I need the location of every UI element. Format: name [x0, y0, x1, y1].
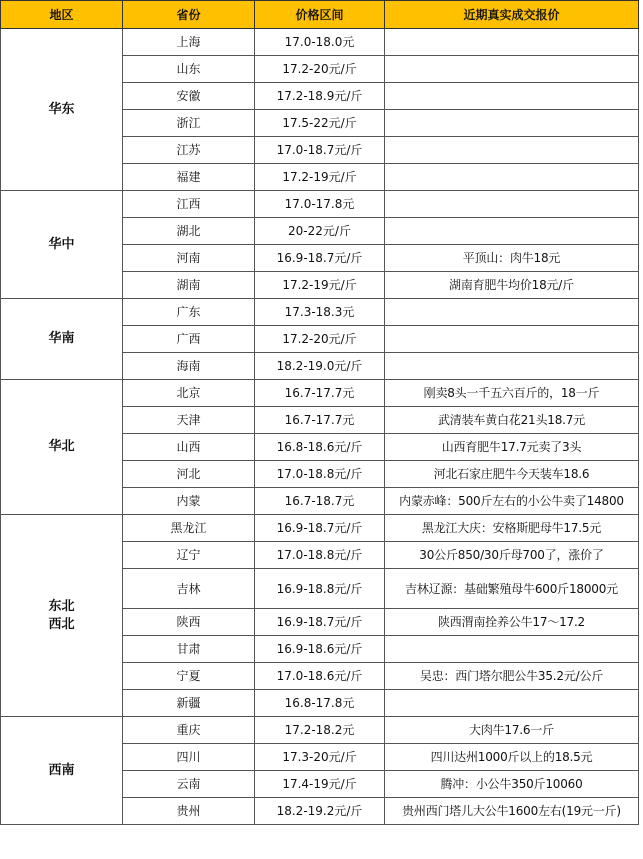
price-range-cell: 17.2-18.9元/斤 — [255, 83, 385, 110]
recent-quote-cell: 湖南育肥牛均价18元/斤 — [385, 272, 639, 299]
price-range-cell: 16.7-17.7元 — [255, 380, 385, 407]
region-cell: 西南 — [1, 717, 123, 825]
price-range-cell: 17.2-18.2元 — [255, 717, 385, 744]
recent-quote-cell — [385, 164, 639, 191]
recent-quote-cell: 四川达州1000斤以上的18.5元 — [385, 744, 639, 771]
recent-quote-cell: 陕西渭南拴养公牛17～17.2 — [385, 609, 639, 636]
price-range-cell: 16.7-17.7元 — [255, 407, 385, 434]
recent-quote-cell — [385, 83, 639, 110]
price-range-cell: 17.0-18.6元/斤 — [255, 663, 385, 690]
recent-quote-cell: 大肉牛17.6一斤 — [385, 717, 639, 744]
recent-quote-cell — [385, 29, 639, 56]
price-range-cell: 17.0-18.7元/斤 — [255, 137, 385, 164]
price-range-cell: 16.7-18.7元 — [255, 488, 385, 515]
province-cell: 黑龙江 — [123, 515, 255, 542]
province-cell: 陕西 — [123, 609, 255, 636]
price-range-cell: 16.9-18.6元/斤 — [255, 636, 385, 663]
price-range-cell: 16.9-18.8元/斤 — [255, 569, 385, 609]
province-cell: 云南 — [123, 771, 255, 798]
province-cell: 浙江 — [123, 110, 255, 137]
table-row — [1, 29, 639, 56]
price-range-cell: 16.8-17.8元 — [255, 690, 385, 717]
price-range-cell: 17.0-17.8元 — [255, 191, 385, 218]
price-range-cell: 17.3-18.3元 — [255, 299, 385, 326]
price-range-cell: 17.2-19元/斤 — [255, 164, 385, 191]
recent-quote-cell — [385, 191, 639, 218]
region-cell: 华南 — [1, 299, 123, 380]
province-cell: 广东 — [123, 299, 255, 326]
recent-quote-cell — [385, 110, 639, 137]
table-row — [1, 717, 639, 744]
province-cell: 广西 — [123, 326, 255, 353]
recent-quote-cell: 武清装车黄白花21头18.7元 — [385, 407, 639, 434]
province-cell: 北京 — [123, 380, 255, 407]
price-range-cell: 17.5-22元/斤 — [255, 110, 385, 137]
table-header-row — [1, 1, 639, 29]
recent-quote-cell: 30公斤850/30斤母700了，涨价了 — [385, 542, 639, 569]
price-range-cell: 17.2-20元/斤 — [255, 326, 385, 353]
recent-quote-cell — [385, 326, 639, 353]
province-cell: 江西 — [123, 191, 255, 218]
province-cell: 海南 — [123, 353, 255, 380]
table-row — [1, 191, 639, 218]
header-region: 地区 — [1, 1, 123, 29]
region-cell: 东北 西北 — [1, 515, 123, 717]
province-cell: 安徽 — [123, 83, 255, 110]
region-cell: 华东 — [1, 29, 123, 191]
recent-quote-cell: 平顶山：肉牛18元 — [385, 245, 639, 272]
recent-quote-cell — [385, 137, 639, 164]
table-row — [1, 380, 639, 407]
recent-quote-cell: 内蒙赤峰：500斤左右的小公牛卖了14800 — [385, 488, 639, 515]
recent-quote-cell — [385, 218, 639, 245]
region-cell: 华中 — [1, 191, 123, 299]
province-cell: 湖南 — [123, 272, 255, 299]
province-cell: 贵州 — [123, 798, 255, 825]
price-range-cell: 16.9-18.7元/斤 — [255, 515, 385, 542]
recent-quote-cell — [385, 299, 639, 326]
recent-quote-cell: 吴忠：西门塔尔肥公牛35.2元/公斤 — [385, 663, 639, 690]
province-cell: 重庆 — [123, 717, 255, 744]
price-range-cell: 17.3-20元/斤 — [255, 744, 385, 771]
province-cell: 湖北 — [123, 218, 255, 245]
province-cell: 山东 — [123, 56, 255, 83]
region-cell: 华北 — [1, 380, 123, 515]
province-cell: 新疆 — [123, 690, 255, 717]
recent-quote-cell — [385, 56, 639, 83]
recent-quote-cell: 腾冲：小公牛350斤10060 — [385, 771, 639, 798]
province-cell: 天津 — [123, 407, 255, 434]
recent-quote-cell: 黑龙江大庆：安格斯肥母牛17.5元 — [385, 515, 639, 542]
price-range-cell: 17.0-18.8元/斤 — [255, 542, 385, 569]
province-cell: 四川 — [123, 744, 255, 771]
price-range-cell: 16.9-18.7元/斤 — [255, 245, 385, 272]
province-cell: 福建 — [123, 164, 255, 191]
price-range-cell: 18.2-19.0元/斤 — [255, 353, 385, 380]
province-cell: 吉林 — [123, 569, 255, 609]
recent-quote-cell: 吉林辽源：基础繁殖母牛600斤18000元 — [385, 569, 639, 609]
header-price-range: 价格区间 — [255, 1, 385, 29]
province-cell: 甘肃 — [123, 636, 255, 663]
province-cell: 江苏 — [123, 137, 255, 164]
recent-quote-cell — [385, 636, 639, 663]
price-range-cell: 17.2-19元/斤 — [255, 272, 385, 299]
recent-quote-cell — [385, 690, 639, 717]
header-recent-quotes: 近期真实成交报价 — [385, 1, 639, 29]
recent-quote-cell — [385, 353, 639, 380]
province-cell: 河北 — [123, 461, 255, 488]
price-range-cell: 17.4-19元/斤 — [255, 771, 385, 798]
table-row — [1, 299, 639, 326]
price-range-cell: 20-22元/斤 — [255, 218, 385, 245]
price-range-cell: 17.2-20元/斤 — [255, 56, 385, 83]
recent-quote-cell: 河北石家庄肥牛今天装车18.6 — [385, 461, 639, 488]
table-row — [1, 515, 639, 542]
table-body — [1, 29, 639, 825]
price-range-cell: 18.2-19.2元/斤 — [255, 798, 385, 825]
price-range-cell: 17.0-18.8元/斤 — [255, 461, 385, 488]
price-range-cell: 16.9-18.7元/斤 — [255, 609, 385, 636]
province-cell: 上海 — [123, 29, 255, 56]
recent-quote-cell: 山西育肥牛17.7元卖了3头 — [385, 434, 639, 461]
recent-quote-cell: 贵州西门塔儿大公牛1600左右(19元一斤) — [385, 798, 639, 825]
price-range-cell: 17.0-18.0元 — [255, 29, 385, 56]
header-province: 省份 — [123, 1, 255, 29]
province-cell: 山西 — [123, 434, 255, 461]
province-cell: 内蒙 — [123, 488, 255, 515]
price-range-cell: 16.8-18.6元/斤 — [255, 434, 385, 461]
recent-quote-cell: 刚卖8头一千五六百斤的，18一斤 — [385, 380, 639, 407]
province-cell: 宁夏 — [123, 663, 255, 690]
province-cell: 辽宁 — [123, 542, 255, 569]
province-cell: 河南 — [123, 245, 255, 272]
